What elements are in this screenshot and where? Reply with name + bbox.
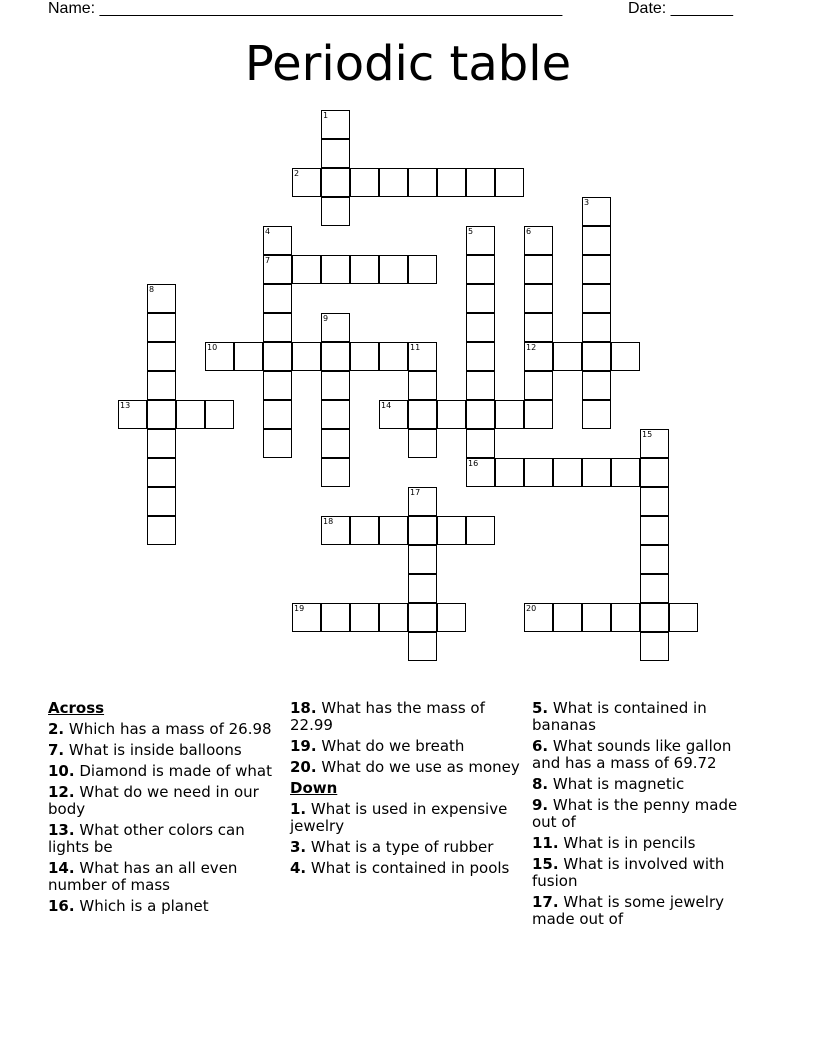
across-heading: Across (48, 699, 105, 717)
clue-number: 18 (323, 517, 334, 526)
clue-number: 6 (526, 227, 532, 236)
date-field-label: Date: _______ (628, 0, 733, 17)
clue-down: 1. What is used in expensive jewelry (290, 800, 508, 835)
crossword-cell[interactable] (466, 313, 495, 342)
crossword-cell[interactable] (176, 400, 205, 429)
crossword-cell[interactable] (408, 603, 437, 632)
clue-number: 12 (526, 343, 537, 352)
clue-number: 9 (323, 314, 329, 323)
crossword-cell[interactable] (147, 458, 176, 487)
clue-column-3 (532, 700, 762, 932)
crossword-cell[interactable] (321, 400, 350, 429)
crossword-cell[interactable] (321, 255, 350, 284)
crossword-cell[interactable] (321, 429, 350, 458)
clue-across: 16. Which is a planet (48, 897, 209, 915)
crossword-cell[interactable] (466, 429, 495, 458)
clue-across: 14. What has an all even number of mass (48, 859, 238, 894)
clue-number: 14 (381, 401, 392, 410)
crossword-cell[interactable] (263, 429, 292, 458)
clue-down: 3. What is a type of rubber (290, 838, 494, 856)
clue-number: 7 (265, 256, 271, 265)
crossword-cell[interactable] (582, 197, 611, 226)
crossword-cell[interactable] (524, 371, 553, 400)
crossword-cell[interactable] (205, 342, 234, 371)
crossword-cell[interactable] (350, 168, 379, 197)
crossword-cell[interactable] (379, 400, 408, 429)
crossword-cell[interactable] (437, 168, 466, 197)
crossword-cell[interactable] (205, 400, 234, 429)
crossword-cell[interactable] (379, 603, 408, 632)
crossword-cell[interactable] (408, 574, 437, 603)
crossword-cell[interactable] (524, 313, 553, 342)
crossword-cell[interactable] (640, 516, 669, 545)
crossword-cell[interactable] (611, 458, 640, 487)
crossword-cell[interactable] (466, 168, 495, 197)
crossword-cell[interactable] (408, 371, 437, 400)
clue-number: 20 (526, 604, 537, 613)
crossword-cell[interactable] (263, 284, 292, 313)
crossword-cell[interactable] (640, 487, 669, 516)
page-title: Periodic table (244, 36, 572, 92)
crossword-cell[interactable] (582, 458, 611, 487)
name-field-label: Name: ____________________________________________________ (48, 0, 563, 17)
crossword-cell[interactable] (263, 342, 292, 371)
crossword-cell[interactable] (640, 574, 669, 603)
crossword-cell[interactable] (321, 371, 350, 400)
clue-across: 20. What do we use as money (290, 758, 520, 776)
crossword-cell[interactable] (321, 342, 350, 371)
crossword-cell[interactable] (147, 516, 176, 545)
crossword-cell[interactable] (640, 603, 669, 632)
crossword-cell[interactable] (292, 603, 321, 632)
crossword-cell[interactable] (379, 342, 408, 371)
crossword-cell[interactable] (408, 429, 437, 458)
crossword-cell[interactable] (640, 429, 669, 458)
crossword-cell[interactable] (321, 197, 350, 226)
clue-down: 5. What is contained in bananas (532, 699, 707, 734)
crossword-cell[interactable] (553, 342, 582, 371)
crossword-cell[interactable] (321, 139, 350, 168)
crossword-cell[interactable] (582, 255, 611, 284)
crossword-cell[interactable] (321, 168, 350, 197)
crossword-cell[interactable] (466, 226, 495, 255)
crossword-cell[interactable] (466, 371, 495, 400)
crossword-cell[interactable] (350, 342, 379, 371)
crossword-cell[interactable] (408, 516, 437, 545)
crossword-cell[interactable] (379, 255, 408, 284)
crossword-cell[interactable] (437, 603, 466, 632)
crossword-cell[interactable] (640, 545, 669, 574)
crossword-cell[interactable] (611, 603, 640, 632)
crossword-cell[interactable] (379, 168, 408, 197)
crossword-cell[interactable] (147, 429, 176, 458)
crossword-cell[interactable] (263, 313, 292, 342)
crossword-cell[interactable] (350, 603, 379, 632)
clue-number: 16 (468, 459, 479, 468)
clue-down: 8. What is magnetic (532, 775, 685, 793)
crossword-cell[interactable] (147, 487, 176, 516)
crossword-cell[interactable] (292, 255, 321, 284)
crossword-cell[interactable] (263, 400, 292, 429)
crossword-cell[interactable] (553, 458, 582, 487)
crossword-cell[interactable] (524, 284, 553, 313)
down-heading: Down (290, 779, 338, 797)
crossword-cell[interactable] (408, 545, 437, 574)
clue-across: 12. What do we need in our body (48, 783, 259, 818)
clue-number: 19 (294, 604, 305, 613)
crossword-cell[interactable] (582, 226, 611, 255)
crossword-cell[interactable] (147, 342, 176, 371)
clue-column-2 (290, 700, 520, 881)
clue-number: 17 (410, 488, 421, 497)
crossword-cell[interactable] (553, 603, 582, 632)
crossword-cell[interactable] (611, 342, 640, 371)
crossword-cell[interactable] (263, 255, 292, 284)
crossword-cell[interactable] (408, 487, 437, 516)
clue-number: 8 (149, 285, 155, 294)
crossword-cell[interactable] (321, 516, 350, 545)
clue-down: 9. What is the penny made out of (532, 796, 738, 831)
crossword-cell[interactable] (582, 371, 611, 400)
clue-number: 1 (323, 111, 329, 120)
clue-column-1 (48, 700, 278, 919)
clue-across: 7. What is inside balloons (48, 741, 242, 759)
crossword-cell[interactable] (524, 603, 553, 632)
crossword-cell[interactable] (466, 516, 495, 545)
crossword-cell[interactable] (350, 255, 379, 284)
crossword-cell[interactable] (582, 342, 611, 371)
clue-number: 15 (642, 430, 653, 439)
crossword-cell[interactable] (118, 400, 147, 429)
clue-number: 4 (265, 227, 271, 236)
clue-down: 17. What is some jewelry made out of (532, 893, 724, 928)
crossword-cell[interactable] (466, 255, 495, 284)
crossword-cell[interactable] (408, 632, 437, 661)
crossword-cell[interactable] (292, 342, 321, 371)
clue-number: 11 (410, 343, 421, 352)
crossword-cell[interactable] (408, 168, 437, 197)
clue-number: 13 (120, 401, 131, 410)
clue-across: 13. What other colors can lights be (48, 821, 245, 856)
clue-down: 6. What sounds like gallon and has a mass of 69.72 (532, 737, 732, 772)
crossword-cell[interactable] (437, 516, 466, 545)
crossword-cell[interactable] (408, 400, 437, 429)
crossword-cell[interactable] (495, 458, 524, 487)
crossword-cell[interactable] (640, 458, 669, 487)
crossword-cell[interactable] (582, 603, 611, 632)
crossword-cell[interactable] (524, 226, 553, 255)
crossword-cell[interactable] (147, 284, 176, 313)
crossword-cell[interactable] (466, 400, 495, 429)
crossword-cell[interactable] (524, 400, 553, 429)
crossword-cell[interactable] (669, 603, 698, 632)
crossword-cell[interactable] (495, 168, 524, 197)
clue-number: 3 (584, 198, 590, 207)
crossword-cell[interactable] (640, 632, 669, 661)
crossword-cell[interactable] (582, 400, 611, 429)
clue-down: 4. What is contained in pools (290, 859, 510, 877)
crossword-cell[interactable] (147, 400, 176, 429)
crossword-cell[interactable] (263, 371, 292, 400)
crossword-cell[interactable] (582, 284, 611, 313)
crossword-cell[interactable] (408, 255, 437, 284)
crossword-cell[interactable] (437, 400, 466, 429)
crossword-cell[interactable] (147, 371, 176, 400)
clue-number: 2 (294, 169, 300, 178)
crossword-cell[interactable] (321, 313, 350, 342)
crossword-cell[interactable] (263, 226, 292, 255)
crossword-cell[interactable] (321, 603, 350, 632)
crossword-cell[interactable] (495, 400, 524, 429)
crossword-cell[interactable] (582, 313, 611, 342)
crossword-cell[interactable] (147, 313, 176, 342)
crossword-cell[interactable] (350, 516, 379, 545)
clue-number: 10 (207, 343, 218, 352)
clue-across: 10. Diamond is made of what (48, 762, 273, 780)
crossword-cell[interactable] (524, 255, 553, 284)
clue-down: 15. What is involved with fusion (532, 855, 725, 890)
crossword-cell[interactable] (524, 458, 553, 487)
crossword-cell[interactable] (292, 168, 321, 197)
clue-across: 18. What has the mass of 22.99 (290, 699, 485, 734)
clue-down: 11. What is in pencils (532, 834, 696, 852)
crossword-cell[interactable] (321, 458, 350, 487)
crossword-cell[interactable] (524, 342, 553, 371)
crossword-cell[interactable] (234, 342, 263, 371)
clue-number: 5 (468, 227, 474, 236)
clue-across: 2. Which has a mass of 26.98 (48, 720, 272, 738)
crossword-cell[interactable] (466, 342, 495, 371)
crossword-cell[interactable] (408, 342, 437, 371)
crossword-cell[interactable] (321, 110, 350, 139)
crossword-cell[interactable] (466, 458, 495, 487)
crossword-cell[interactable] (379, 516, 408, 545)
clue-across: 19. What do we breath (290, 737, 465, 755)
crossword-cell[interactable] (466, 284, 495, 313)
